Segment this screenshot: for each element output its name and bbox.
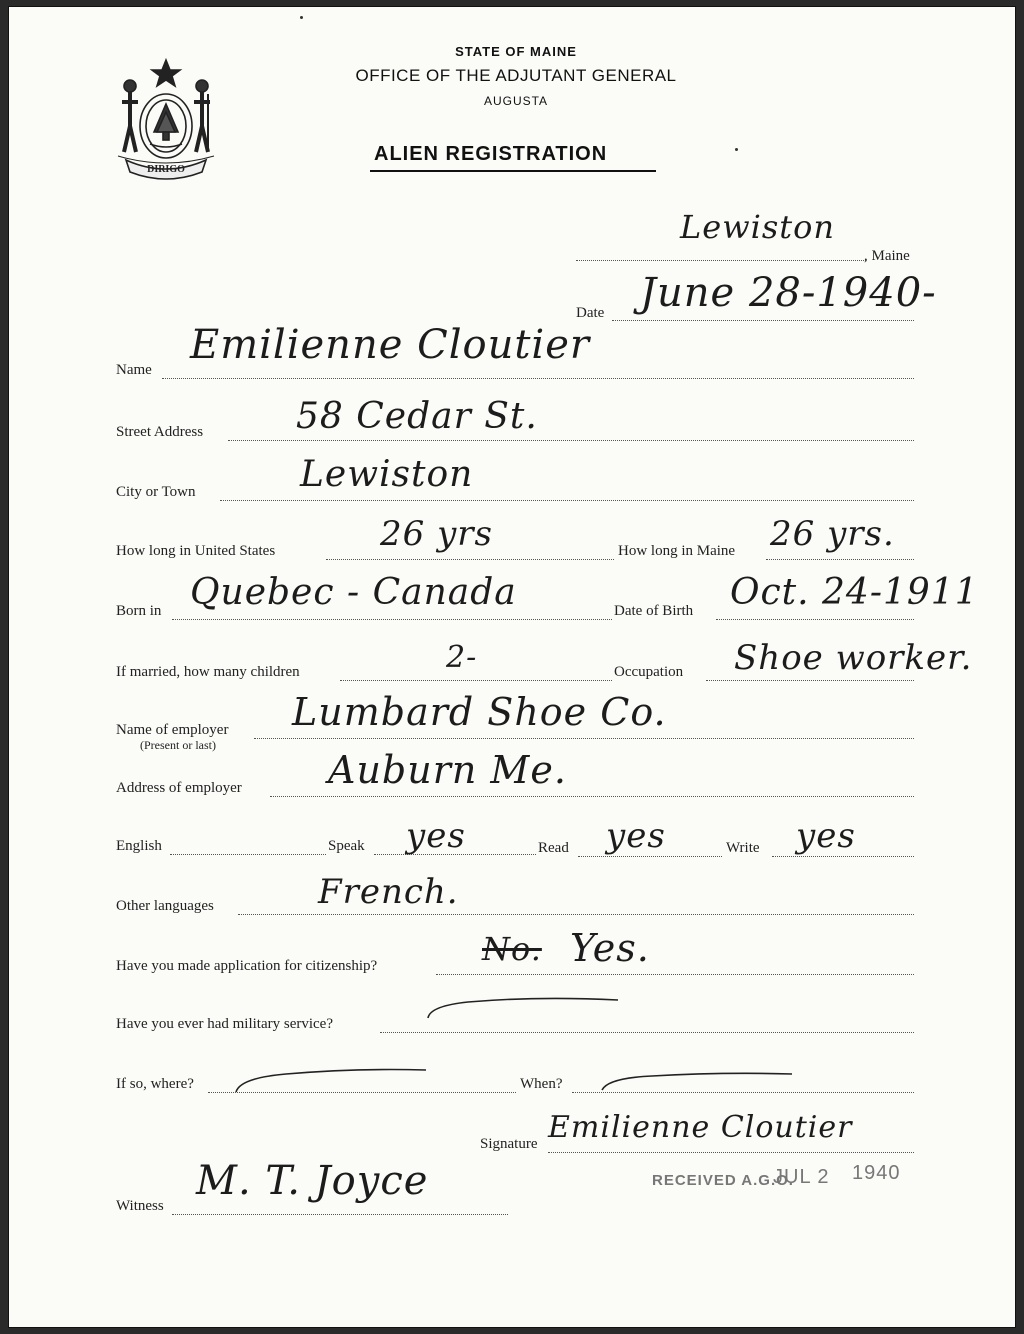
employer-address-line (270, 796, 914, 797)
read-line (578, 856, 722, 857)
date-label: Date (576, 305, 605, 321)
occupation-value: Shoe worker. (734, 638, 973, 678)
where-blank-stroke (230, 1060, 430, 1094)
received-stamp-text: RECEIVED A.G.O. (652, 1172, 794, 1189)
citizenship-struck-value: No. (482, 930, 542, 968)
witness-value: M. T. Joyce (196, 1158, 429, 1204)
received-stamp-year: 1940 (852, 1162, 901, 1184)
employer-name-note: (Present or last) (140, 738, 216, 752)
where-label: If so, where? (116, 1076, 194, 1092)
seal-text: DIRIGO (147, 164, 185, 175)
how-long-maine-line (766, 559, 914, 560)
when-blank-stroke (596, 1066, 796, 1096)
name-value: Emilienne Cloutier (190, 322, 590, 368)
how-long-us-line (326, 559, 614, 560)
born-in-label: Born in (116, 603, 162, 619)
witness-label: Witness (116, 1198, 164, 1214)
military-line (380, 1032, 914, 1033)
how-long-us-value: 26 yrs (380, 514, 493, 554)
occupation-label: Occupation (614, 664, 684, 680)
military-blank-stroke (420, 996, 620, 1026)
date-line (612, 320, 914, 321)
ink-speck (735, 148, 738, 151)
title-underline (370, 170, 656, 172)
name-label: Name (116, 362, 152, 378)
city-value: Lewiston (300, 454, 474, 495)
write-value: yes (796, 816, 856, 856)
street-address-value: 58 Cedar St. (296, 396, 538, 437)
date-of-birth-label: Date of Birth (614, 603, 694, 619)
street-address-label: Street Address (116, 424, 204, 440)
read-value: yes (606, 816, 666, 856)
how-long-us-label: How long in United States (116, 543, 276, 559)
signature-label: Signature (480, 1136, 538, 1152)
city-line (220, 500, 914, 501)
town-value: Lewiston (680, 208, 835, 246)
how-long-maine-value: 26 yrs. (770, 514, 895, 554)
street-address-line (228, 440, 914, 441)
other-languages-line (238, 914, 914, 915)
read-label: Read (538, 840, 569, 856)
english-label: English (116, 838, 162, 854)
military-label: Have you ever had military service? (116, 1016, 333, 1032)
maine-label: , Maine (864, 248, 910, 264)
state-heading: STATE OF MAINE (455, 44, 577, 59)
when-label: When? (520, 1076, 563, 1092)
form-title: ALIEN REGISTRATION (374, 143, 608, 165)
town-line (576, 260, 866, 261)
citizenship-label: Have you made application for citizenship? (116, 958, 378, 974)
speak-value: yes (406, 816, 466, 856)
children-label: If married, how many children (116, 664, 300, 680)
city-heading: AUGUSTA (483, 94, 549, 108)
employer-address-label: Address of employer (116, 780, 242, 796)
how-long-maine-label: How long in Maine (618, 543, 736, 559)
write-label: Write (726, 840, 760, 856)
employer-name-line (254, 738, 914, 739)
employer-name-value: Lumbard Shoe Co. (292, 690, 667, 734)
speak-label: Speak (328, 838, 365, 854)
other-languages-value: French. (318, 872, 459, 912)
signature-value: Emilienne Cloutier (548, 1110, 853, 1145)
employer-name-label: Name of employer (116, 722, 229, 738)
english-line (170, 854, 326, 855)
date-of-birth-line (716, 619, 914, 620)
other-languages-label: Other languages (116, 898, 214, 914)
date-of-birth-value: Oct. 24-1911 (730, 572, 979, 613)
occupation-line (706, 680, 914, 681)
children-line (340, 680, 612, 681)
born-in-value: Quebec - Canada (190, 572, 517, 613)
date-value: June 28-1940- (640, 270, 937, 316)
write-line (772, 856, 914, 857)
born-in-line (172, 619, 612, 620)
ink-speck (300, 16, 303, 19)
office-heading: OFFICE OF THE ADJUTANT GENERAL (355, 66, 677, 85)
name-line (162, 378, 914, 379)
received-stamp-date: JUL 2 (773, 1166, 830, 1188)
children-value: 2- (446, 640, 478, 675)
employer-address-value: Auburn Me. (328, 748, 567, 792)
signature-line (548, 1152, 914, 1153)
witness-line (172, 1214, 508, 1215)
citizenship-line (436, 974, 914, 975)
city-label: City or Town (116, 484, 196, 500)
citizenship-value: Yes. (570, 926, 650, 970)
